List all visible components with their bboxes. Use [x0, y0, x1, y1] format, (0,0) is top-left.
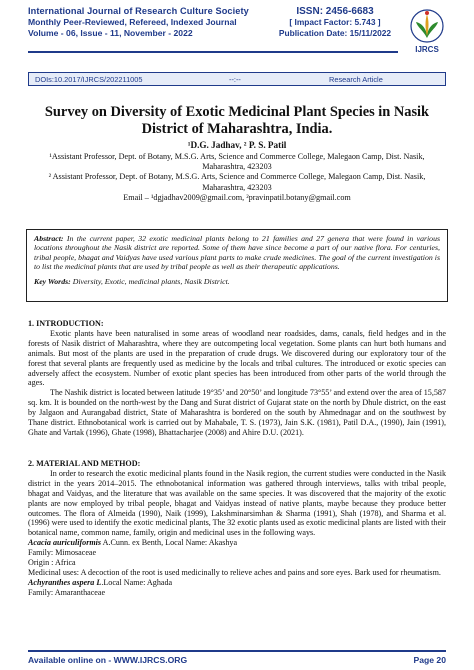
footer-divider: [28, 650, 446, 652]
journal-name: International Journal of Research Culture Society: [28, 6, 249, 16]
methods-section: [28, 459, 446, 598]
species-name: Achyranthes aspera L: [28, 577, 102, 587]
affiliation-line: Maharashtra, 423203: [202, 182, 272, 192]
keywords: [34, 277, 440, 286]
species-uses: Medicinal uses: A decoction of the root is used medicinally to relieve aches and pains and sore eyes. Bark used for rheumatism.: [28, 567, 441, 577]
paragraph: The Nashik district is located between latitude 19°35’ and 20°50’ and longitude 73°55’ and extend over the area of 15,587 sq. km. It is bounded on the north-west by the Dang and Surat district of Gujarat state on the north by Dhule district, on the east by Jalgaon and Aurangabad district, State of Maharashtra is bordered on the south by Ahmednagar and on the southwest by Thane district. Ethnobotanical work is carried out by Mahabale, T. S. (1973), Jain S.K. (1981), Patil D.A., (1990), Jain (1991), Ghate and Vartak (1996), Ghate (1998), Bhattacharjee (2008) and Ahire D.U. (2021).: [28, 388, 446, 437]
abstract-text: In the current paper, 32 exotic medicinal plants belong to 21 families and 27 genera that were found in various locations throughout the Nasik district are reported. Some of them have since become a part of our native flora. For centuries, tribal people, bhagat and Vaidyas have used various plant parts to make crude medicines. The goal of the current investigation is to list the medicinal plants that are used by tribal people as well as their therapeutic applications.: [34, 234, 441, 272]
species-origin: Origin : Africa: [28, 558, 76, 568]
doi-bar: [28, 72, 446, 86]
affiliations: [28, 152, 446, 203]
affiliation-line: ¹Assistant Professor, Dept. of Botany, M.S.G. Arts, Science and Commerce College, Malegaon Camp, Dist. Nasik,: [49, 152, 425, 161]
issn-block: [276, 6, 394, 39]
article-type: Research Article: [329, 75, 383, 84]
species-entry: [28, 538, 446, 548]
peer-review-line: Monthly Peer-Reviewed, Refereed, Indexed Journal: [28, 17, 237, 27]
impact-factor: [ Impact Factor: 5.743 ]: [289, 17, 381, 27]
species-entry: [28, 578, 446, 588]
section-heading: 2. MATERIAL AND METHOD:: [28, 459, 141, 468]
species-authority: .Local Name: Aghada: [101, 577, 173, 587]
paragraph: Exotic plants have been naturalised in some areas of woodland near roadsides, dams, canals, field hedges and in the forests of Nasik district of Maharashtra, where they are outcompeting local vegetation. Some plants can hurt both humans and animals. But most of the plants are used in the preparation of crude drugs. We discovered during our exploratory tour of the forest that several plants are frequently used as medicine by the locals and tribal cultures. The introduced or exotic species can adversely affect the ecosystem. Number of exotic plant species has been introduced from other parts of the world through the ages.: [28, 328, 446, 388]
abstract: [34, 234, 440, 272]
species-family: Family: Mimosaceae: [28, 548, 97, 558]
page-footer: [28, 655, 446, 665]
journal-logo: [406, 8, 448, 54]
species-authority: A.Cunn. ex Benth, Local Name: Akashya: [101, 538, 238, 548]
volume-line: Volume - 06, Issue - 11, November - 2022: [28, 28, 193, 38]
journal-header: [28, 6, 448, 68]
abstract-box: [26, 229, 448, 302]
paragraph: In order to research the exotic medicinal plants found in the Nasik region, the current studies were conducted in the Nasik district in the years 2014–2015. The ethnobotanical information was gathered through interviews, talks with tribal people, bhagat and Vaidyas, and the literature that was available on the same species. It was discovered that the majority of the exotic plants are now employed by tribal people, bhagat and Vaidyas instead of native plants, maybe because they produce better outcomes. The flora of Almeida (1990), Naik (1999), Lakshminarsimhan & Sharma (1991), Shah (1978), and Sharma et al. (1996) were used to identify the exotic medicinal plants, The 32 exotic plants used as exotic medicinal plants are listed with their botanical name, common name, family, origin and medicinal uses in the following ways.: [28, 468, 446, 538]
website-link[interactable]: Available online on - WWW.IJRCS.ORG: [28, 655, 188, 665]
publication-date: Publication Date: 15/11/2022: [278, 28, 392, 38]
journal-info: [28, 6, 268, 39]
page-number: Page 20: [413, 655, 446, 665]
affiliation-line: ² Assistant Professor, Dept. of Botany, M.S.G. Arts, Science and Commerce College, Malegaon Camp, Dist. Nasik,: [48, 172, 426, 182]
species-name: Acacia auriculiformis: [28, 538, 102, 548]
affiliation-line: Maharashtra, 423203: [202, 162, 272, 172]
authors: ¹D.G. Jadhav, ² P. S. Patil: [187, 140, 287, 150]
paper-title: Survey on Diversity of Exotic Medicinal Plant Species in Nasik District of Maharashtra, India.: [44, 104, 430, 137]
abstract-label: Abstract:: [34, 234, 64, 243]
doi-link[interactable]: DOIs:10.2017/IJRCS/202211005: [35, 75, 143, 84]
issn: ISSN: 2456-6683: [296, 6, 374, 17]
section-heading: 1. INTRODUCTION:: [28, 319, 104, 328]
species-family: Family: Amaranthaceae: [28, 587, 106, 597]
header-divider: [28, 51, 398, 53]
introduction-section: [28, 319, 446, 438]
logo-lettering: IJRCS: [415, 45, 439, 54]
keywords-text: Diversity, Exotic, medicinal plants, Nasik District.: [72, 276, 230, 286]
email-line[interactable]: Email – ¹dgjadhav2009@gmail.com, ²pravinpatil.botany@gmail.com: [123, 192, 351, 202]
keywords-label: Key Words:: [34, 276, 71, 286]
doi-separator: --:--: [229, 75, 241, 84]
